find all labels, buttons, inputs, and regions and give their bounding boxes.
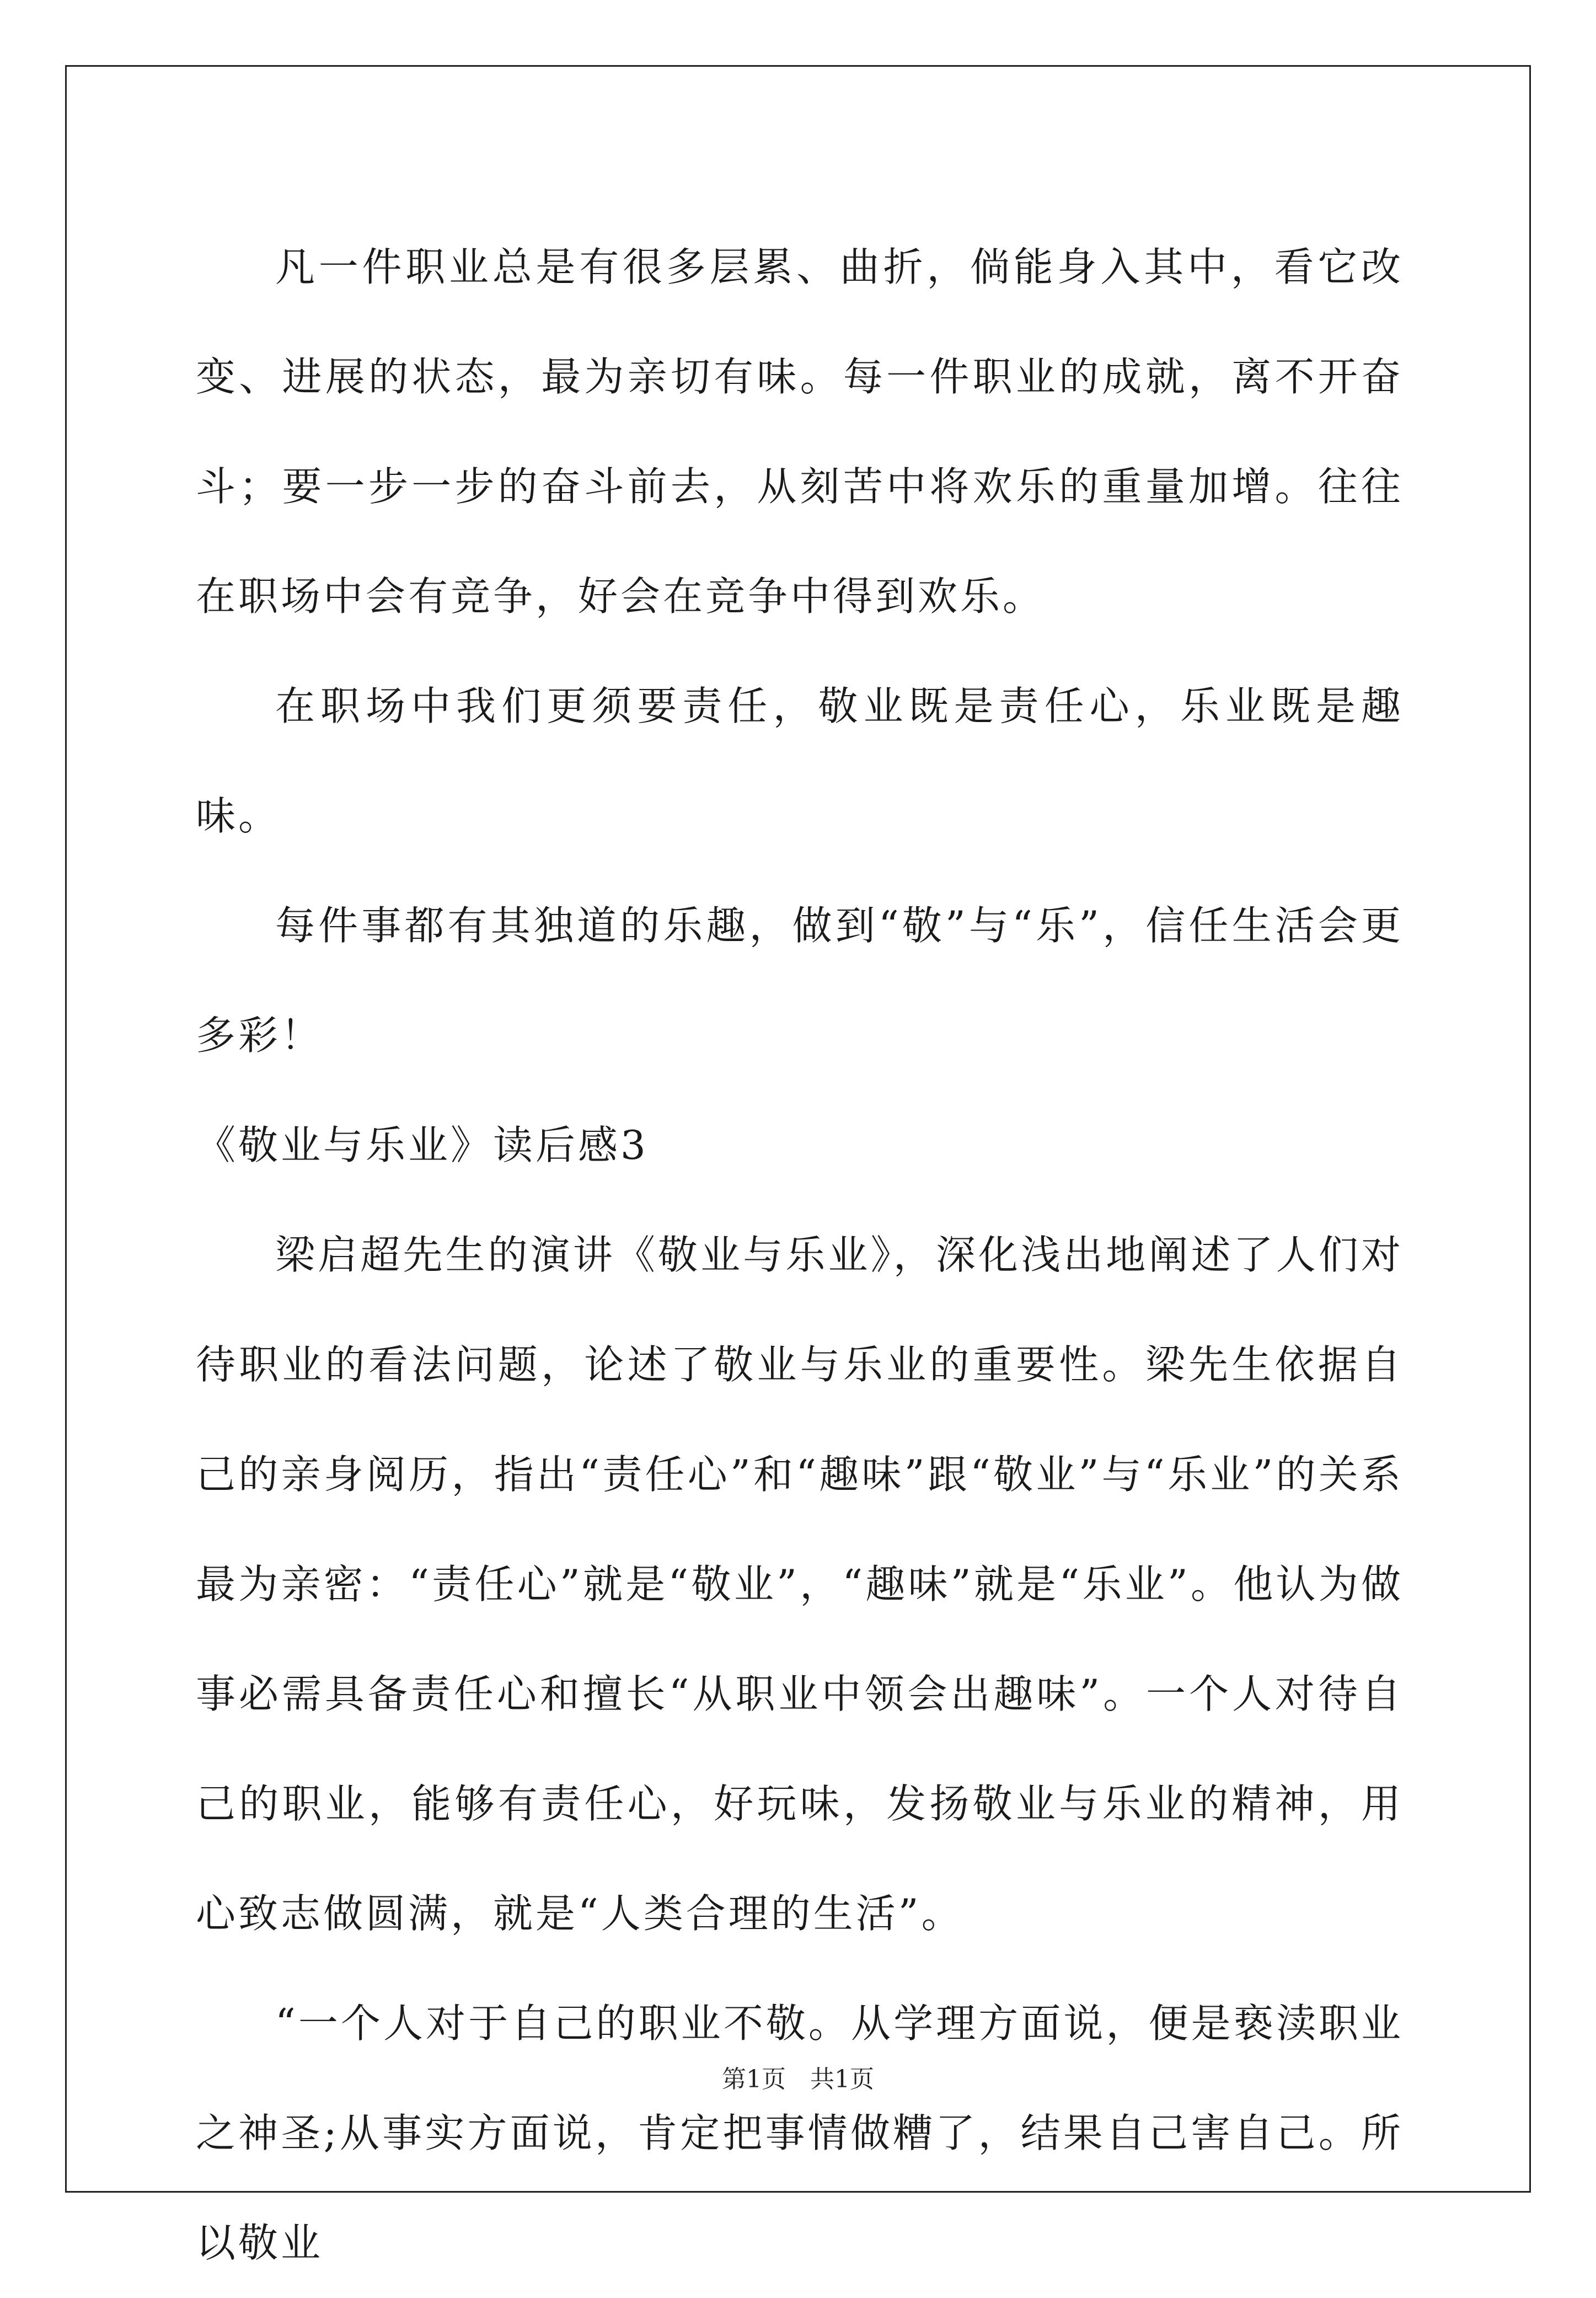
paragraph-career-struggle: 凡一件职业总是有很多层累、曲折，倘能身入其中，看它改变、进展的状态，最为亲切有味。每一件职业的成就，离不开奋斗；要一步一步的奋斗前去，从刻苦中将欢乐的重量加增。往往在职场中会有竞争，好会在竞争中得到欢乐。 bbox=[196, 244, 1404, 619]
page-footer bbox=[0, 2063, 1596, 2096]
document-body bbox=[196, 212, 1404, 2298]
section-heading: 《敬业与乐业》读后感3 bbox=[196, 1122, 649, 1168]
paragraph-liang-qichao-speech: 梁启超先生的演讲《敬业与乐业》，深化浅出地阐述了人们对待职业的看法问题，论述了敬业与乐业的重要性。梁先生依据自己的亲身阅历，指出“责任心”和“趣味”跟“敬业”与“乐业”的关系最为亲密：“责任心”就是“敬业”，“趣味”就是“乐业”。他认为做事必需具备责任心和擅长“从职业中领会出趣味”。一个人对待自己的职业，能够有责任心，好玩味，发扬敬业与乐业的精神，用心致志做圆满，就是“人类合理的生活”。 bbox=[196, 1232, 1404, 1937]
page-number-total: 共1页 bbox=[810, 2065, 874, 2093]
page-number-current: 第1页 bbox=[722, 2065, 786, 2093]
paragraph-responsibility: 在职场中我们更须要责任，敬业既是责任心，乐业既是趣味。 bbox=[196, 683, 1404, 839]
paragraph-joy: 每件事都有其独道的乐趣，做到“敬”与“乐”，信任生活会更多彩！ bbox=[196, 902, 1404, 1059]
paragraph-quotation: “一个人对于自己的职业不敬。从学理方面说，便是亵渎职业之神圣;从事实方面说，肯定把事情做糟了，结果自己害自己。所以敬业 bbox=[196, 2000, 1404, 2266]
